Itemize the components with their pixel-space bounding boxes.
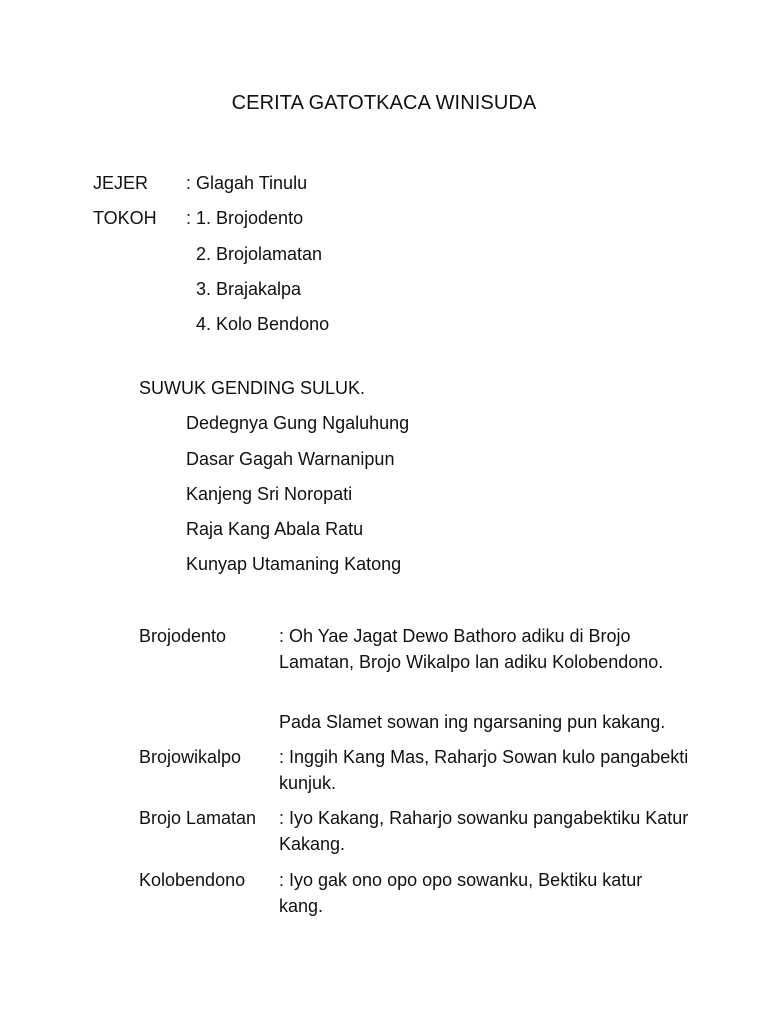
- suluk-line: Raja Kang Abala Ratu: [186, 519, 364, 539]
- dialogue-text: : Iyo gak ono opo opo sowanku, Bektiku katur kang.: [279, 870, 643, 916]
- dialogue-text: Pada Slamet sowan ing ngarsaning pun kakang.: [279, 712, 666, 732]
- tokoh-label: TOKOH: [93, 208, 157, 228]
- dialogue-speaker: Brojo Lamatan: [139, 808, 257, 828]
- dialogue-speaker: Kolobendono: [139, 870, 246, 890]
- suluk-line: Kanjeng Sri Noropati: [186, 484, 353, 504]
- tokoh-item: 2. Brojolamatan: [196, 244, 323, 264]
- suluk-line: Dasar Gagah Warnanipun: [186, 449, 395, 469]
- dialogue-speaker: Brojodento: [139, 626, 227, 646]
- tokoh-item: : 1. Brojodento: [186, 208, 304, 228]
- tokoh-item: 3. Brajakalpa: [196, 279, 302, 299]
- dialogue-text: : Inggih Kang Mas, Raharjo Sowan kulo pangabekti kunjuk.: [279, 747, 689, 793]
- dialogue-text: : Oh Yae Jagat Dewo Bathoro adiku di Brojo Lamatan, Brojo Wikalpo lan adiku Kolobendono.: [279, 626, 664, 672]
- dialogue-text: : Iyo Kakang, Raharjo sowanku pangabektiku Katur Kakang.: [279, 808, 689, 854]
- jejer-label: JEJER: [93, 173, 149, 193]
- dialogue-speaker: Brojowikalpo: [139, 747, 242, 767]
- document-title: CERITA GATOTKACA WINISUDA: [231, 92, 537, 114]
- suluk-heading: SUWUK GENDING SULUK.: [139, 378, 366, 398]
- suluk-line: Kunyap Utamaning Katong: [186, 554, 402, 574]
- tokoh-item: 4. Kolo Bendono: [196, 314, 330, 334]
- jejer-value: : Glagah Tinulu: [186, 173, 308, 193]
- suluk-line: Dedegnya Gung Ngaluhung: [186, 413, 410, 433]
